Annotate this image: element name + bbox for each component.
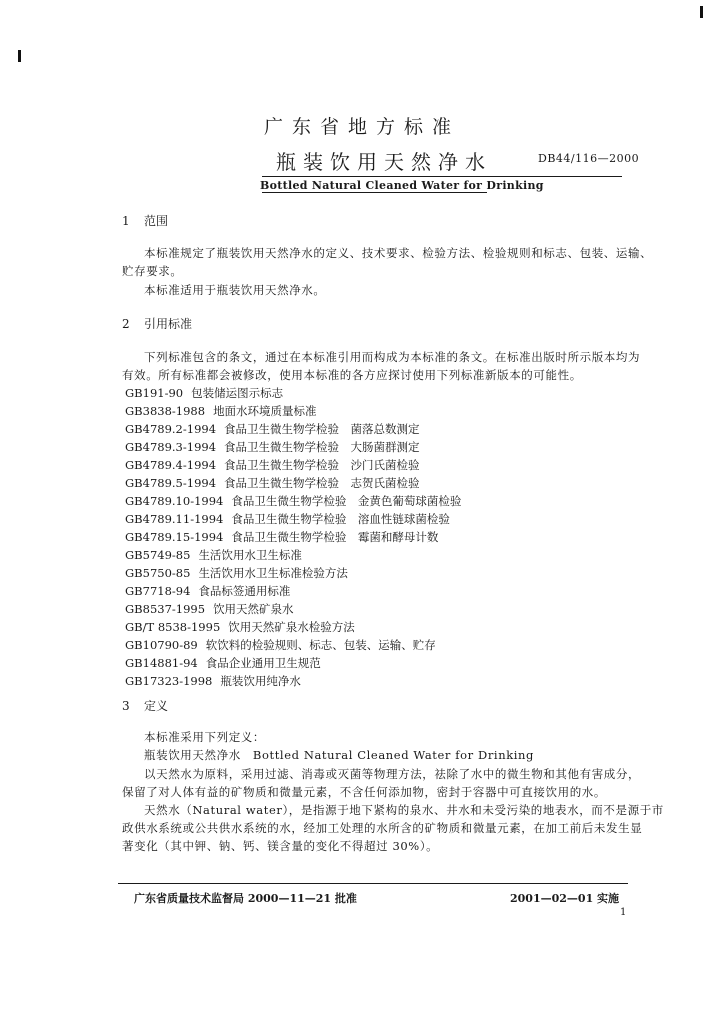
reference-item: GB5749-85 生活饮用水卫生标准 <box>125 548 302 562</box>
reference-item: GB14881-94 食品企业通用卫生规范 <box>125 656 321 670</box>
reference-item: GB191-90 包装储运图示标志 <box>125 386 284 400</box>
section-heading-definitions <box>122 697 168 714</box>
reference-item: GB4789.11-1994 食品卫生微生物学检验 溶血性链球菌检验 <box>125 512 450 526</box>
reference-item: GB10790-89 软饮料的检验规则、标志、包装、运输、贮存 <box>125 638 436 652</box>
section-title: 定义 <box>144 699 169 713</box>
section-title: 引用标准 <box>144 317 193 331</box>
reference-item: GB7718-94 食品标签通用标准 <box>125 584 291 598</box>
paragraph: 天然水（Natural water），是指源于地下紧构的泉水、井水和未受污染的地表水，而不是源于市 <box>144 803 664 817</box>
reference-item: GB4789.15-1994 食品卫生微生物学检验 霉菌和酵母计数 <box>125 530 439 544</box>
title-en-rule <box>262 192 487 193</box>
standard-category: 广东省地方标准 <box>263 116 460 138</box>
paragraph: 以天然水为原料，采用过滤、消毒或灭菌等物理方法，祛除了水中的微生物和其他有害成分， <box>144 767 641 781</box>
reference-item: GB3838-1988 地面水环境质量标准 <box>125 404 317 418</box>
paragraph: 有效。所有标准都会被修改，使用本标准的各方应探讨使用下列标准新版本的可能性。 <box>122 368 582 382</box>
reference-item: GB8537-1995 饮用天然矿泉水 <box>125 602 294 616</box>
scan-mark-top-right <box>700 6 703 18</box>
approval-date: 广东省质量技术监督局 2000—11—21 批准 <box>134 892 357 905</box>
reference-item: GB4789.10-1994 食品卫生微生物学检验 金黄色葡萄球菌检验 <box>125 494 462 508</box>
term-definition-title: 瓶装饮用天然净水 Bottled Natural Cleaned Water for Drinking <box>144 748 535 762</box>
paragraph: 保留了对人体有益的矿物质和微量元素，不含任何添加物，密封于容器中可直接饮用的水。 <box>122 785 606 799</box>
document-title-en: Bottled Natural Cleaned Water for Drinking <box>260 179 544 192</box>
section-title: 范围 <box>144 214 169 228</box>
paragraph: 本标准适用于瓶装饮用天然净水。 <box>144 283 326 297</box>
section-heading-references <box>122 315 192 332</box>
reference-item: GB4789.3-1994 食品卫生微生物学检验 大肠菌群测定 <box>125 440 420 454</box>
footer-rule <box>118 883 628 884</box>
page-number: 1 <box>620 907 627 918</box>
reference-item: GB4789.2-1994 食品卫生微生物学检验 菌落总数测定 <box>125 422 420 436</box>
paragraph: 贮存要求。 <box>122 264 183 278</box>
section-number: 3 <box>122 699 130 713</box>
implementation-date: 2001—02—01 实施 <box>510 892 620 905</box>
title-rule <box>262 176 622 177</box>
section-heading-scope <box>122 212 168 229</box>
paragraph: 下列标准包含的条文，通过在本标准引用而构成为本标准的条文。在标准出版时所示版本均为 <box>144 350 641 364</box>
reference-item: GB17323-1998 瓶装饮用纯净水 <box>125 674 301 688</box>
paragraph: 政供水系统或公共供水系统的水，经加工处理的水所含的矿物质和微量元素，在加工前后未发生显 <box>122 821 643 835</box>
reference-item: GB/T 8538-1995 饮用天然矿泉水检验方法 <box>125 620 355 634</box>
paragraph: 本标准采用下列定义： <box>144 730 265 744</box>
paragraph: 著变化（其中钾、钠、钙、镁含量的变化不得超过 30%）。 <box>122 839 439 853</box>
document-title-cn: 瓶装饮用天然净水 <box>276 150 492 174</box>
reference-item: GB4789.5-1994 食品卫生微生物学检验 志贺氏菌检验 <box>125 476 420 490</box>
reference-item: GB5750-85 生活饮用水卫生标准检验方法 <box>125 566 348 580</box>
standard-number: DB44/116—2000 <box>538 152 640 165</box>
section-number: 2 <box>122 317 130 331</box>
section-number: 1 <box>122 214 130 228</box>
scan-mark-top-left <box>18 50 21 62</box>
paragraph: 本标准规定了瓶装饮用天然净水的定义、技术要求、检验方法、检验规则和标志、包装、运输、 <box>144 246 653 260</box>
reference-item: GB4789.4-1994 食品卫生微生物学检验 沙门氏菌检验 <box>125 458 420 472</box>
